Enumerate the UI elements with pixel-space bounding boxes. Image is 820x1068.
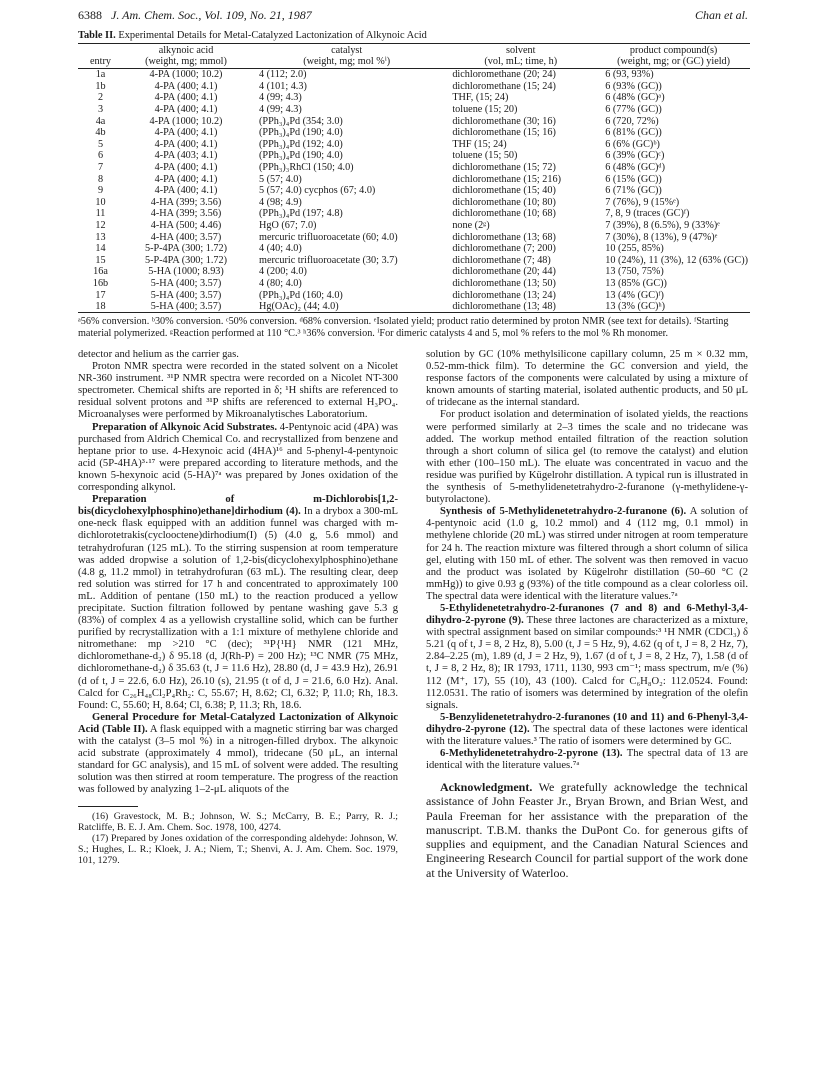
acknowledgment xyxy=(426,780,748,879)
table-row xyxy=(78,150,750,162)
cell-entry: 14 xyxy=(95,243,106,255)
cell-catalyst: 5 (57; 4.0) cycphos (67; 4.0) xyxy=(259,185,376,197)
cell-acid: 4-HA (500; 4.46) xyxy=(150,220,222,232)
cell-acid: 4-PA (400; 4.1) xyxy=(154,173,218,185)
cell-catalyst: 4 (99; 4.3) xyxy=(259,92,302,104)
section-head-substrates: Preparation of Alkynoic Acid Substrates. xyxy=(92,421,278,433)
right-paragraph-1: solution by GC (10% methylsilicone capillary column, 25 m × 0.32 mm, 0.52-mm-thick film). To determine the GC conversion and yield, the response factors of the components were calculated by using a mixture of known amounts of starting material, isolated authentic products, and 50 μL of tridecane as the internal standard. xyxy=(426,349,748,409)
section-head-ethylidene: 5-Ethylidenetetrahydro-2-furanones (7 and 8) and 6-Methyl-3,4-dihydro-2-pyrone (9). xyxy=(426,602,748,627)
header-authors: Chan et al. xyxy=(695,7,748,22)
cell-acid: 4-PA (400; 4.1) xyxy=(154,127,218,139)
cell-product: 6 (93, 93%) xyxy=(605,69,654,81)
right-paragraph-4 xyxy=(426,603,748,712)
cell-entry: 1b xyxy=(95,80,106,92)
left-paragraph-5 xyxy=(78,712,398,797)
synthesis-6-body: A solution of 4-pentynoic acid (1.0 g, 10.2 mmol) and 4 (112 mg, 0.1 mmol) in methylene chloride (20 mL) was stirred under nitrogen at room temperature for 24 h. The reaction mixture was filtered through a short column of silica gel, eluting with 150 mL of ether. The solvent was then removed in vacuo and the product was isolated by Kügelrohr distillation (50–60 °C (2 mmHg)) to give 0.93 g (93%) of the title compound as a clear colorless oil. The spectral data were identical with the literature values.⁷ᵃ xyxy=(426,506,748,602)
table-row xyxy=(78,231,750,243)
cell-catalyst: 4 (112; 2.0) xyxy=(259,69,307,81)
cell-catalyst: (PPh₃)₄Pd (192; 4.0) xyxy=(259,138,343,150)
cell-acid: 4-PA (403; 4.1) xyxy=(154,150,218,162)
cell-solvent: dichloromethane (7; 48) xyxy=(452,254,551,266)
left-column xyxy=(78,349,398,866)
cell-entry: 4b xyxy=(95,127,106,139)
cell-solvent: THF (15; 24) xyxy=(452,138,507,150)
left-paragraph-1: detector and helium as the carrier gas. xyxy=(78,349,239,360)
cell-acid: 4-HA (399; 3.56) xyxy=(150,208,222,220)
cell-acid: 4-HA (399; 3.56) xyxy=(150,196,222,208)
journal-citation: J. Am. Chem. Soc., Vol. 109, No. 21, 1987 xyxy=(111,7,312,22)
cell-product: 6 (71% (GC)) xyxy=(605,185,662,197)
cell-entry: 5 xyxy=(97,138,104,150)
cell-product: 6 (48% (GC)ᵈ) xyxy=(605,162,665,174)
cell-solvent: dichloromethane (15; 40) xyxy=(452,185,556,197)
table-row xyxy=(78,301,750,313)
cell-entry: 4a xyxy=(95,115,106,127)
cell-acid: 4-PA (1000; 10.2) xyxy=(149,115,223,127)
cell-entry: 2 xyxy=(97,92,104,104)
subheader-solvent: (vol, mL; time, h) xyxy=(444,56,597,69)
cell-solvent: dichloromethane (7; 200) xyxy=(452,243,556,255)
cell-solvent: dichloromethane (20; 44) xyxy=(452,266,556,278)
references-divider xyxy=(78,806,138,807)
right-paragraph-2: For product isolation and determination of isolated yields, the reactions were performed similarly at 2–3 times the scale and no tridecane was added. The workup method entailed filtration of the reaction solution through a short column of silica gel (to remove the catalyst) and elution with ether (100–150 mL). The eluate was concentrated in vacuo and the residue was purified by Kügelrohr distillation. A typical run is illustrated in the synthesis of 5-methylidenetetrahydro-2-furanone (γ-methylidene-γ-butyrolactone). xyxy=(426,409,748,506)
table-row xyxy=(78,115,750,127)
cell-product: 6 (93% (GC)) xyxy=(605,80,662,92)
cell-solvent: dichloromethane (20; 24) xyxy=(452,69,556,81)
cell-product: 6 (39% (GC)ᶜ) xyxy=(605,150,665,162)
cell-catalyst: mercuric trifluoroacetate (60; 4.0) xyxy=(259,231,398,243)
table-row xyxy=(78,266,750,278)
cell-acid: 4-PA (400; 4.1) xyxy=(154,162,218,174)
cell-catalyst: 5 (57; 4.0) xyxy=(259,173,302,185)
left-paragraph-2: Proton NMR spectra were recorded in the stated solvent on a Nicolet NR-360 instrument. ³¹P NMR spectra were recorded on a Nicolet NT-300 spectrometer. Chemical shifts are reported in δ; ¹H shifts are referenced to residual solvent protons and ³¹P shifts are referenced to external H₃PO₄. Microanalyses were performed by Mikroanalytisches Laboratorium. xyxy=(78,361,398,421)
acknowledgment-body: We gratefully acknowledge the technical assistance of John Feaster Jr., Bryan Brown, and Brian West, and Paula Freeman for her assistance with the preparation of the manuscript. T.B.M. thanks the DuPont Co. for generous gifts of supplies and equipment, and the Canadian Natural Sciences and Engineering Research Council for partial support of the work done at the University of Waterloo. xyxy=(426,780,748,880)
cell-product: 13 (85% (GC)) xyxy=(605,277,667,289)
acknowledgment-paragraph xyxy=(426,780,748,879)
table-row xyxy=(78,92,750,104)
cell-acid: 4-PA (1000; 10.2) xyxy=(149,69,223,81)
cell-catalyst: 4 (200; 4.0) xyxy=(259,266,307,278)
cell-solvent: dichloromethane (15; 24) xyxy=(452,80,556,92)
reference-16: (16) Gravestock, M. B.; Johnson, W. S.; McCarry, B. E.; Parry, R. J.; Ratcliffe, B. E. J. Am. Chem. Soc. 1978, 100, 4274. xyxy=(78,811,398,834)
section-head-synthesis-6: Synthesis of 5-Methylidenetetrahydro-2-furanone (6). xyxy=(440,506,687,518)
cell-solvent: dichloromethane (15; 16) xyxy=(452,127,556,139)
cell-product: 7 (76%), 9 (15%ᵉ) xyxy=(605,196,680,208)
subheader-product: (weight, mg; or (GC) yield) xyxy=(597,56,750,69)
cell-solvent: toluene (15; 50) xyxy=(452,150,518,162)
cell-entry: 15 xyxy=(95,254,106,266)
table-row xyxy=(78,220,750,232)
cell-entry: 1a xyxy=(95,69,106,81)
header-solvent: solvent xyxy=(444,44,597,57)
table-block xyxy=(78,30,750,340)
table-caption xyxy=(78,30,750,41)
cell-acid: 5-HA (400; 3.57) xyxy=(150,289,222,301)
cell-product: 10 (24%), 11 (3%), 12 (63% (GC)) xyxy=(605,254,748,266)
table-header-row xyxy=(78,44,750,57)
experimental-details-table xyxy=(78,43,750,313)
table-row xyxy=(78,255,750,267)
cell-catalyst: (PPh₃)₄Pd (190; 4.0) xyxy=(259,150,343,162)
cell-acid: 5-HA (400; 3.57) xyxy=(123,301,249,313)
right-paragraph-5 xyxy=(426,712,748,748)
general-procedure-body: A flask equipped with a magnetic stirring bar was charged with the catalyst (3–5 mol %) in a nitrogen-filled drybox. The alkynoic acid substrate (approximately 4 mmol), tridecane (50 μL, an internal standard for GC analysis), and 15 mL of solvent were added. The resulting solution was then stirred at room temperature. The progress of the reaction was followed by analyzing 1–2-μL aliquots of the xyxy=(78,723,398,796)
table-row xyxy=(78,69,750,81)
ethylidene-body: These three lactones are characterized as a mixture, with spectral assignment based on similar compounds:³ ¹H NMR (CDCl₃) δ 5.21 (q of t, J = 8, 2 Hz, 8), 5.00 (t, J = 5 Hz, 9), 4.62 (q of t, J = 8, 2 Hz, 7), 2.84–2.25 (m), 1.89 (d, J = 2 Hz, 9), 1.67 (d of t, J = 8, 2 Hz, 7), 1.58 (d of t, J = 8, 2 Hz, 8); IR 1793, 1711, 1130, 993 cm⁻¹; mass spectrum, m/e (%) 112 (M⁺, 17), 55 (10), 43 (100). Calcd for C₆H₈O₂: 112.0524. Found: 112.0531. The ratio of isomers was determined by integration of the olefin signals. xyxy=(426,615,748,711)
right-paragraph-6 xyxy=(426,748,748,772)
references xyxy=(78,811,398,866)
cell-solvent: dichloromethane (10; 68) xyxy=(452,208,556,220)
cell-entry: 8 xyxy=(97,173,104,185)
cell-solvent: dichloromethane (15; 216) xyxy=(452,173,561,185)
header-catalyst: catalyst xyxy=(249,44,444,57)
cell-catalyst: (PPh₃)₃RhCl (150; 4.0) xyxy=(259,162,354,174)
cell-catalyst: HgO (67; 7.0) xyxy=(259,220,317,232)
table-row xyxy=(78,208,750,220)
cell-catalyst: (PPh₃)₄Pd (190; 4.0) xyxy=(259,127,343,139)
cell-acid: 4-PA (400; 4.1) xyxy=(154,92,218,104)
subheader-acid: (weight, mg; mmol) xyxy=(123,56,249,69)
cell-solvent: none (2ᵍ) xyxy=(452,220,490,232)
section-head-methylidene-pyrone: 6-Methylidenetetrahydro-2-pyrone (13). xyxy=(440,748,623,760)
cell-product: 13 (3% (GC)ʰ) xyxy=(597,301,750,313)
cell-solvent: dichloromethane (13; 24) xyxy=(452,289,556,301)
cell-entry: 18 xyxy=(78,301,123,313)
table-body xyxy=(78,69,750,313)
left-paragraph-3 xyxy=(78,422,398,495)
table-row xyxy=(78,104,750,116)
methylidene-pyrone-body: The spectral data of 13 are identical with the literature values.⁷ᵃ xyxy=(426,748,748,772)
right-column xyxy=(426,349,748,880)
table-row xyxy=(78,243,750,255)
cell-acid: 4-HA (400; 3.57) xyxy=(150,231,222,243)
acknowledgment-head: Acknowledgment. xyxy=(440,780,533,795)
header-entry: entry xyxy=(78,56,123,69)
section-head-dirhodium: Preparation of m-Dichlorobis[1,2-bis(dicyclohexylphosphino)ethane]dirhodium (4). xyxy=(78,494,398,518)
page-number: 6388 xyxy=(78,7,102,22)
cell-entry: 16b xyxy=(92,277,109,289)
table-caption-text: Experimental Details for Metal-Catalyzed Lactonization of Alkynoic Acid xyxy=(118,30,427,41)
cell-acid: 5-P-4PA (300; 1.72) xyxy=(145,243,227,255)
dirhodium-body: In a drybox a 300-mL one-neck flask equipped with an addition funnel was charged with m-dichlorotetrakis(cyclooctene)dirhodium(I) (5) (4.0 g, 5.6 mmol) and tetrahydrofuran (125 mL). To the stirring suspension at room temperature was added dropwise a solution of 1,2-bis(dicyclohexylphosphino)ethane (4.8 g, 11.2 mmol) in tetrahydrofuran (63 mL). The resulting clear, deep red solution was stirred for 17 h and concentrated to approximately 100 mL. Addition of pentane (150 mL) to the reaction produced a yellow precipitate. Suction filtration followed by pentane washing gave 5.3 g (83%) of complex 4 as a yellowish crystalline solid, which can be further purified by recrystallization with a 1:1 mixture of methylene chloride and nitromethane: mp >210 °C (dec); ³¹P{¹H} NMR (121 MHz, dichloromethane-d₂) δ 95.18 (d, J(Rh-P) = 200 Hz); ¹³C NMR (75 MHz, dichloromethane-d₂) δ 35.63 (t, J = 11.6 Hz), 28.80 (d, J = 43.9 Hz), 26.91 (d of t, J = 22.6, 6.0 Hz), 26.10 (s), 21.95 (t of d, J = 21.6, 6.0 Hz). Anal. Calcd for C₂₆H₄₈Cl₂P₄Rh₂: C, 55.67; H, 8.62; Cl, 6.32; P, 11.0; Rh, 18.3. Found: C, 55.60; H, 8.64; Cl, 6.38; P, 11.3; Rh, 18.6. xyxy=(78,506,398,711)
cell-solvent: dichloromethane (13; 48) xyxy=(444,301,597,313)
right-paragraph-3 xyxy=(426,506,748,603)
cell-catalyst: (PPh₃)₄Pd (354; 3.0) xyxy=(259,115,343,127)
benzylidene-body: The spectral data of these lactones were identical with the literature values.³ The ratio of isomers were determined by GC. xyxy=(426,723,748,747)
cell-acid: 4-PA (400; 4.1) xyxy=(154,138,218,150)
cell-product: 6 (81% (GC)) xyxy=(605,127,662,139)
cell-solvent: dichloromethane (13; 68) xyxy=(452,231,556,243)
cell-product: 6 (77% (GC)) xyxy=(605,104,662,116)
cell-solvent: toluene (15; 20) xyxy=(452,104,518,116)
cell-catalyst: 4 (40; 4.0) xyxy=(259,243,302,255)
cell-product: 6 (48% (GC)ᵃ) xyxy=(605,92,665,104)
table-row xyxy=(78,139,750,151)
header-product: product compound(s) xyxy=(597,44,750,57)
cell-catalyst: (PPh₃)₄Pd (197; 4.8) xyxy=(259,208,343,220)
cell-product: 7 (39%), 8 (6.5%), 9 (33%)ᵉ xyxy=(605,220,720,232)
cell-entry: 9 xyxy=(97,185,104,197)
cell-acid: 4-PA (400; 4.1) xyxy=(154,185,218,197)
cell-product: 13 (4% (GC)ᶠ) xyxy=(605,289,664,301)
table-row xyxy=(78,127,750,139)
cell-solvent: THF, (15; 24) xyxy=(452,92,509,104)
reference-17: (17) Prepared by Jones oxidation of the corresponding aldehyde: Johnson, W. S.; Hughes, L. R.; Kloek, J. A.; Niem, T.; Shenvi, A. J. Am. Chem. Soc. 1979, 101, 1279. xyxy=(78,833,398,867)
header-left xyxy=(78,8,312,23)
table-row xyxy=(78,162,750,174)
section-head-benzylidene: 5-Benzylidenetetrahydro-2-furanones (10 and 11) and 6-Phenyl-3,4-dihydro-2-pyrone (12). xyxy=(426,711,748,735)
cell-solvent: dichloromethane (15; 72) xyxy=(452,162,556,174)
cell-entry: 6 xyxy=(97,150,104,162)
table-row xyxy=(78,81,750,93)
table-row xyxy=(78,173,750,185)
cell-product: 7, 8, 9 (traces (GC)ᶠ) xyxy=(605,208,690,220)
table-label: Table II. xyxy=(78,30,116,41)
cell-acid: 4-PA (400; 4.1) xyxy=(154,104,218,116)
substrates-body: 4-Pentynoic acid (4PA) was purchased from Aldrich Chemical Co. and recrystallized from benzene and heptane prior to use. 4-Hexynoic acid (4HA)¹⁶ and 5-phenyl-4-pentynoic acid (5P-4HA)³·¹⁷ were prepared according to literature methods, and the known 5-hexynoic acid (5-HA)⁷ᵃ was prepared by Jones oxidation of the corresponding alkynol. xyxy=(78,421,398,494)
cell-acid: 4-PA (400; 4.1) xyxy=(154,80,218,92)
page-header xyxy=(78,5,748,25)
cell-catalyst: (PPh₃)₄Pd (160; 4.0) xyxy=(259,289,343,301)
cell-acid: 5-P-4PA (300; 1.72) xyxy=(145,254,227,266)
left-paragraph-4 xyxy=(78,494,398,712)
cell-catalyst: Hg(OAc)₂ (44; 4.0) xyxy=(249,301,444,313)
subheader-catalyst: (weight, mg; mol %ⁱ) xyxy=(249,56,444,69)
table-row xyxy=(78,197,750,209)
cell-solvent: dichloromethane (30; 16) xyxy=(452,115,556,127)
header-acid: alkynoic acid xyxy=(123,44,249,57)
cell-product: 6 (6% (GC)ᵇ) xyxy=(605,138,660,150)
table-row xyxy=(78,185,750,197)
cell-entry: 16a xyxy=(93,266,108,278)
cell-entry: 3 xyxy=(97,104,104,116)
cell-solvent: dichloromethane (13; 50) xyxy=(452,277,556,289)
cell-entry: 12 xyxy=(95,220,106,232)
cell-entry: 10 xyxy=(95,196,106,208)
cell-catalyst: 4 (101; 4.3) xyxy=(259,80,307,92)
cell-catalyst: mercuric trifluoroacetate (30; 3.7) xyxy=(259,254,398,266)
cell-product: 7 (30%), 8 (13%), 9 (47%)ᵉ xyxy=(605,231,718,243)
cell-entry: 7 xyxy=(97,162,104,174)
cell-catalyst: 4 (98; 4.9) xyxy=(259,196,302,208)
section-head-general-procedure: General Procedure for Metal-Catalyzed Lactonization of Alkynoic Acid (Table II). xyxy=(78,711,398,735)
cell-catalyst: 4 (80; 4.0) xyxy=(259,277,302,289)
cell-catalyst: 4 (99; 4.3) xyxy=(259,104,302,116)
cell-product: 6 (15% (GC)) xyxy=(605,173,662,185)
cell-acid: 5-HA (1000; 8.93) xyxy=(148,266,224,278)
cell-entry: 13 xyxy=(95,231,106,243)
cell-entry: 11 xyxy=(95,208,106,220)
cell-solvent: dichloromethane (10; 80) xyxy=(452,196,556,208)
cell-product: 10 (255, 85%) xyxy=(605,243,664,255)
table-footnotes: ᵃ56% conversion. ᵇ30% conversion. ᶜ50% conversion. ᵈ68% conversion. ᵉIsolated yield; product ratio determined by proton NMR (see text for details). ᶠStarting material polymerized. ᵍReaction performed at 110 °C.³ ʰ36% conversion. ⁱFor dimeric catalysts 4 and 5, mol % refers to the mol % Rh monomer. xyxy=(78,316,729,340)
cell-acid: 5-HA (400; 3.57) xyxy=(150,277,222,289)
cell-product: 13 (750, 75%) xyxy=(605,266,664,278)
cell-product: 6 (720, 72%) xyxy=(605,115,659,127)
table-row xyxy=(78,278,750,290)
table-subheader-row xyxy=(78,56,750,69)
cell-entry: 17 xyxy=(95,289,106,301)
table-row xyxy=(78,289,750,301)
header-entry-blank xyxy=(78,44,123,57)
